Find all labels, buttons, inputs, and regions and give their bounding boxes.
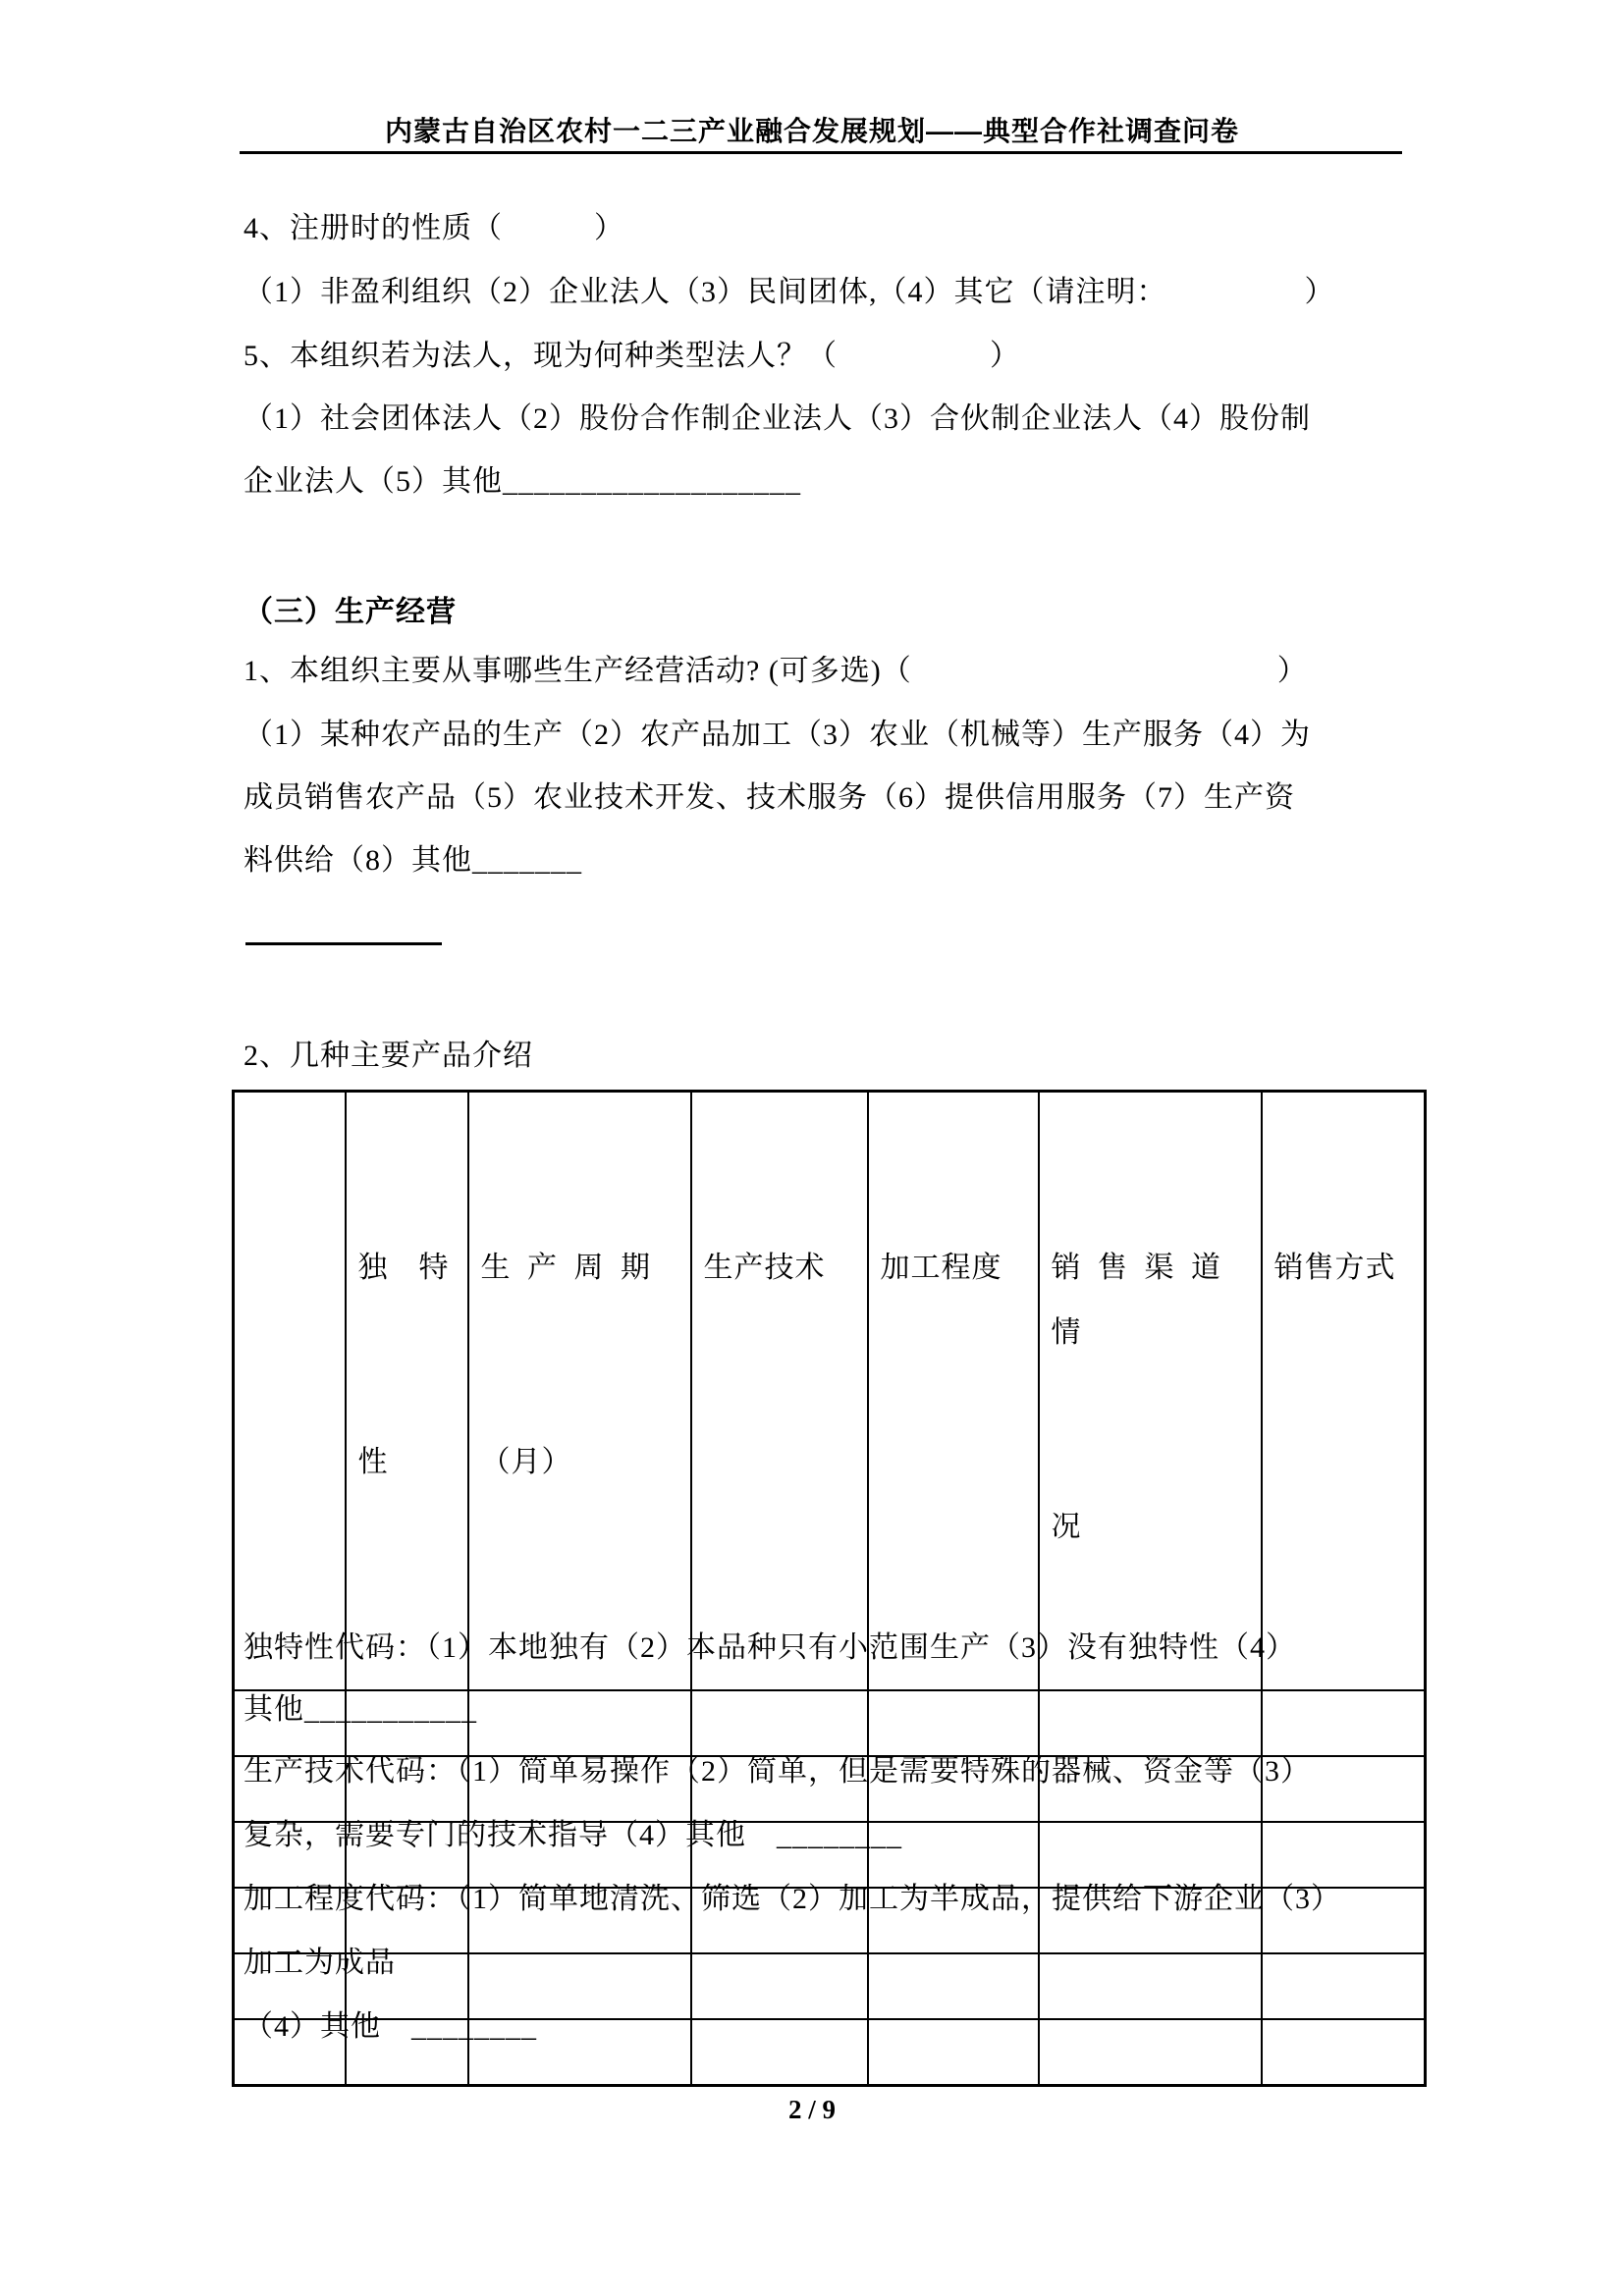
question-1-options-line3: 料供给（8）其他_______ [244, 844, 582, 877]
header-cell-uniqueness [346, 1092, 468, 1691]
note-processing-codes-cont2: （4）其他 ________ [244, 2010, 537, 2043]
note-uniqueness-codes-cont: 其他___________ [244, 1693, 477, 1726]
table-cell [468, 1690, 691, 1756]
document-title: 内蒙古自治区农村一二三产业融合发展规划——典型合作社调查问卷 [384, 116, 1239, 146]
table-cell [691, 1690, 868, 1756]
page-number: 2 / 9 [787, 2095, 836, 2124]
question-5-options-line2: 企业法人（5）其他___________________ [244, 465, 801, 498]
header-cell-product [234, 1092, 346, 1691]
note-uniqueness-codes: 独特性代码：（1）本地独有（2）本品种只有小范围生产（3）没有独特性（4） [244, 1631, 1296, 1664]
table-cell [691, 2019, 868, 2086]
table-header-row [234, 1092, 1426, 1691]
header-rule [240, 151, 1402, 154]
table-cell [1262, 1953, 1426, 2019]
table-cell [868, 1953, 1039, 2019]
table-cell [868, 1690, 1039, 1756]
question-1: 1、本组织主要从事哪些生产经营活动? (可多选)（ ） [244, 655, 1308, 687]
question-4: 4、注册时的性质（ ） [244, 212, 624, 244]
header-text: 加工程度 [880, 1252, 1002, 1284]
table-cell [1039, 1953, 1262, 2019]
table-cell [1039, 1822, 1262, 1888]
table-cell [1262, 1690, 1426, 1756]
header-cell-production-technique [691, 1092, 868, 1691]
note-technique-codes-cont: 复杂，需要专门的技术指导（4）其他 ________ [244, 1819, 902, 1851]
table-cell [1262, 2019, 1426, 2086]
question-2: 2、几种主要产品介绍 [244, 1040, 533, 1072]
answer-blank-line [245, 942, 442, 945]
table-cell [868, 2019, 1039, 2086]
table-cell [691, 1953, 868, 2019]
product-intro-table [232, 1090, 1427, 2087]
question-5-options-line1: （1）社会团体法人（2）股份合作制企业法人（3）合伙制企业法人（4）股份制 [244, 402, 1311, 435]
header-cell-sales-method [1262, 1092, 1426, 1691]
header-text: 况 [1051, 1511, 1082, 1543]
note-technique-codes: 生产技术代码：（1）简单易操作（2）简单，但是需要特殊的器械、资金等（3） [244, 1755, 1311, 1788]
header-text: 销售方式 [1273, 1252, 1396, 1284]
table-cell [1039, 1690, 1262, 1756]
header-text: 销 售 渠 道 情 [1051, 1252, 1238, 1349]
table-cell [468, 1953, 691, 2019]
question-1-options-line2: 成员销售农产品（5）农业技术开发、技术服务（6）提供信用服务（7）生产资 [244, 781, 1295, 814]
table-cell [1039, 2019, 1262, 2086]
table-row [234, 1953, 1426, 2019]
question-1-options-line1: （1）某种农产品的生产（2）农产品加工（3）农业（机械等）生产服务（4）为 [244, 719, 1311, 751]
header-cell-sales-channel [1039, 1092, 1262, 1691]
table-cell [1262, 1822, 1426, 1888]
section-3-heading: （三）生产经营 [244, 596, 457, 628]
header-text: 独 特 [357, 1252, 450, 1284]
question-5: 5、本组织若为法人，现为何种类型法人？（ ） [244, 340, 1020, 372]
note-processing-codes: 加工程度代码：（1）简单地清洗、筛选（2）加工为半成品，提供给下游企业（3） [244, 1883, 1341, 1915]
question-4-options: （1）非盈利组织（2）企业法人（3）民间团体,（4）其它（请注明： ） [244, 276, 1335, 308]
header-text: （月） [480, 1446, 572, 1478]
note-processing-codes-cont1: 加工为成品 [244, 1947, 396, 1979]
header-text: 生产技术 [703, 1252, 826, 1284]
header-cell-processing-degree [868, 1092, 1039, 1691]
header-text: 生 产 周 期 [480, 1252, 651, 1284]
header-cell-production-cycle [468, 1092, 691, 1691]
header-text: 性 [357, 1446, 389, 1478]
